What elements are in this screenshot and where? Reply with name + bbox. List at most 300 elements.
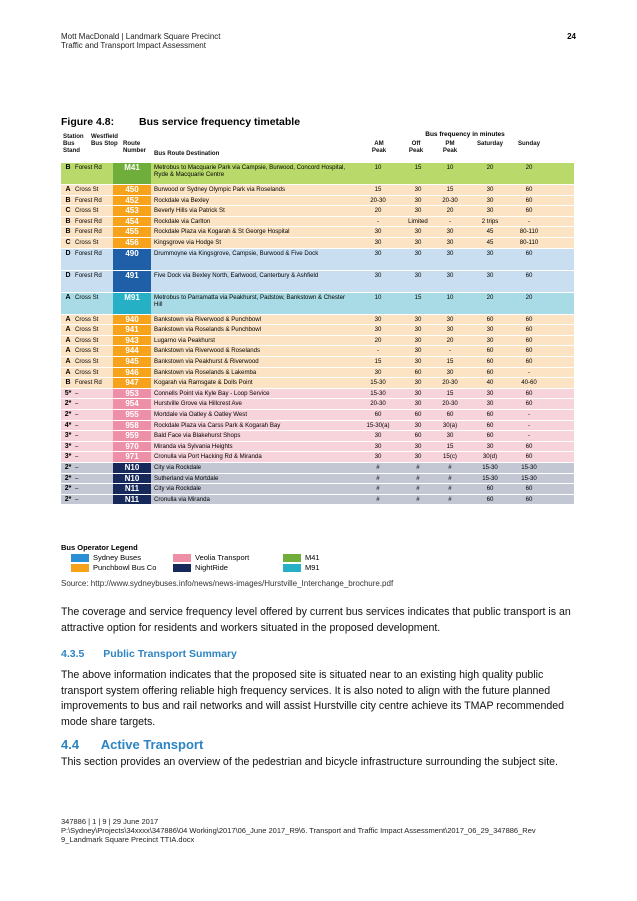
pm-peak-cell: 30 bbox=[446, 271, 454, 279]
am-peak-cell: 30 bbox=[374, 326, 382, 334]
off-peak-cell: 15 bbox=[414, 293, 422, 301]
bus-operator-legend bbox=[61, 543, 361, 577]
route-number-cell: 970 bbox=[113, 442, 151, 452]
header-sunday: Sunday bbox=[517, 140, 540, 147]
route-number-cell: 946 bbox=[113, 368, 151, 378]
table-row bbox=[61, 484, 574, 495]
section-heading-4-3-5 bbox=[61, 648, 237, 660]
legend-label-veolia: Veolia Transport bbox=[195, 553, 250, 562]
pm-peak-cell: 15(c) bbox=[443, 453, 457, 461]
off-peak-cell: # bbox=[416, 485, 420, 493]
route-number-cell: N11 bbox=[113, 484, 151, 494]
sunday-cell: 60 bbox=[525, 326, 533, 334]
pm-peak-cell: 20 bbox=[446, 207, 454, 215]
bus-stop-cell: – bbox=[75, 411, 79, 418]
table-row bbox=[61, 421, 574, 432]
am-peak-cell: - bbox=[376, 217, 380, 225]
legend-label-nightride: NightRide bbox=[195, 563, 228, 572]
table-row bbox=[61, 399, 574, 410]
off-peak-cell: # bbox=[416, 495, 420, 503]
sunday-cell: 20 bbox=[525, 164, 533, 171]
off-peak-cell: 30 bbox=[414, 228, 422, 236]
route-number-cell: 971 bbox=[113, 452, 151, 462]
route-destination-cell: Bankstown via Roselands & Punchbowl bbox=[154, 326, 262, 334]
saturday-cell: 45 bbox=[486, 239, 494, 246]
am-peak-cell: 30 bbox=[374, 228, 382, 236]
saturday-cell: 45 bbox=[486, 228, 494, 236]
bus-stand-cell: D bbox=[65, 271, 71, 279]
legend-title: Bus Operator Legend bbox=[61, 543, 138, 552]
sunday-cell: - bbox=[527, 432, 531, 440]
pm-peak-cell: 15 bbox=[446, 186, 454, 193]
route-number-cell: N11 bbox=[113, 495, 151, 505]
saturday-cell: 30 bbox=[486, 186, 494, 193]
legend-label-sydney-buses: Sydney Buses bbox=[93, 553, 141, 562]
route-number-cell: 940 bbox=[113, 315, 151, 325]
page-number: 24 bbox=[567, 32, 576, 41]
bus-stop-cell: – bbox=[75, 421, 79, 429]
bus-stop-cell: Cross St bbox=[75, 368, 99, 376]
off-peak-cell: 60 bbox=[414, 368, 422, 376]
bus-stand-cell: C bbox=[65, 207, 71, 215]
page-footer bbox=[61, 817, 561, 844]
route-number-cell: 490 bbox=[113, 249, 151, 270]
route-number-cell: N10 bbox=[113, 474, 151, 484]
table-row bbox=[61, 293, 574, 315]
saturday-cell: 30 bbox=[486, 336, 494, 344]
saturday-cell: 30 bbox=[486, 326, 494, 334]
saturday-cell: 30 bbox=[486, 389, 494, 397]
legend-swatch-nightride bbox=[173, 564, 191, 572]
table-row bbox=[61, 474, 574, 485]
saturday-cell: 30(d) bbox=[482, 453, 498, 461]
legend-swatch-punchbowl bbox=[71, 564, 89, 572]
table-row bbox=[61, 346, 574, 357]
sunday-cell: - bbox=[527, 421, 531, 429]
am-peak-cell: - bbox=[376, 347, 380, 355]
am-peak-cell: 30 bbox=[374, 271, 382, 279]
route-destination-cell: Lugarno via Peakhurst bbox=[154, 336, 215, 344]
bus-stop-cell: – bbox=[75, 442, 79, 450]
route-destination-cell: Bankstown via Peakhurst & Riverwood bbox=[154, 358, 259, 365]
route-number-cell: 959 bbox=[113, 431, 151, 441]
off-peak-cell: 30 bbox=[414, 239, 422, 246]
bus-stand-cell: A bbox=[65, 368, 71, 376]
sunday-cell: 60 bbox=[525, 196, 533, 204]
bus-stand-cell: B bbox=[65, 217, 71, 225]
route-destination-cell: Cronulla via Port Hacking Rd & Miranda bbox=[154, 453, 262, 461]
table-row bbox=[61, 431, 574, 442]
route-number-cell: 958 bbox=[113, 421, 151, 431]
am-peak-cell: # bbox=[376, 464, 380, 471]
pm-peak-cell: # bbox=[448, 495, 452, 503]
paragraph-summary: The above information indicates that the proposed site is situated near to an existing high quality public transport system offering reliable high frequency services. It is also noted to align with the future planned improvements to bus and rail networks and will assist Hurstville city centre achieve its TMAP recommended mode share targets. bbox=[61, 669, 565, 728]
route-number-cell: 945 bbox=[113, 357, 151, 367]
table-row bbox=[61, 249, 574, 271]
saturday-cell: 30 bbox=[486, 271, 494, 279]
route-number-cell: 944 bbox=[113, 346, 151, 356]
route-destination-cell: Kogarah via Ramsgate & Dolls Point bbox=[154, 379, 253, 387]
bus-stand-cell: 2* bbox=[64, 411, 72, 418]
pm-peak-cell: 30 bbox=[446, 432, 454, 440]
sunday-cell: 60 bbox=[525, 389, 533, 397]
bus-stand-cell: 2* bbox=[64, 464, 72, 471]
table-row bbox=[61, 315, 574, 326]
bus-stand-cell: A bbox=[65, 293, 71, 301]
pm-peak-cell: 20 bbox=[446, 336, 454, 344]
pm-peak-cell: # bbox=[448, 464, 452, 471]
saturday-cell: 60 bbox=[486, 485, 494, 493]
saturday-cell: 15-30 bbox=[482, 474, 498, 482]
bus-stand-cell: D bbox=[65, 249, 71, 257]
off-peak-cell: 15 bbox=[414, 164, 422, 171]
sunday-cell: 60 bbox=[525, 207, 533, 215]
am-peak-cell: 15 bbox=[374, 358, 382, 365]
off-peak-cell: 30 bbox=[414, 400, 422, 408]
am-peak-cell: 20-30 bbox=[370, 196, 386, 204]
off-peak-cell: 30 bbox=[414, 347, 422, 355]
route-destination-cell: Mortdale via Oatley & Oatley West bbox=[154, 411, 248, 418]
sunday-cell: 60 bbox=[525, 358, 533, 365]
table-row bbox=[61, 325, 574, 336]
section-number: 4.3.5 bbox=[61, 648, 85, 660]
bus-stop-cell: Forest Rd bbox=[75, 164, 102, 171]
pm-peak-cell: 20-30 bbox=[442, 379, 458, 387]
bus-stand-cell: 3* bbox=[64, 453, 72, 461]
saturday-cell: 30 bbox=[486, 249, 494, 257]
pm-peak-cell: 10 bbox=[446, 293, 454, 301]
sunday-cell: 15-30 bbox=[521, 464, 537, 471]
route-number-cell: 943 bbox=[113, 336, 151, 346]
sunday-cell: 80-110 bbox=[519, 239, 539, 246]
table-row bbox=[61, 357, 574, 368]
bus-stop-cell: Cross St bbox=[75, 239, 99, 246]
route-destination-cell: Metrobus to Macquarie Park via Campsie, Burwood, Concord Hospital, Ryde & Macquarie Centre bbox=[154, 164, 346, 178]
sunday-cell: 40-60 bbox=[521, 379, 537, 387]
sunday-cell: - bbox=[527, 411, 531, 418]
bus-stand-cell: C bbox=[65, 239, 71, 246]
table-row bbox=[61, 452, 574, 463]
route-number-cell: 955 bbox=[113, 410, 151, 420]
saturday-cell: 15-30 bbox=[482, 464, 498, 471]
bus-stand-cell: 5* bbox=[64, 389, 72, 397]
section-heading-4-4 bbox=[61, 737, 203, 752]
bus-stop-cell: Cross St bbox=[75, 207, 99, 215]
pm-peak-cell: # bbox=[448, 474, 452, 482]
off-peak-cell: 30 bbox=[414, 358, 422, 365]
table-row bbox=[61, 368, 574, 379]
table-header bbox=[61, 131, 574, 161]
off-peak-cell: # bbox=[416, 474, 420, 482]
am-peak-cell: 20-30 bbox=[370, 400, 386, 408]
header-line-1: Mott MacDonald | Landmark Square Precinct bbox=[61, 32, 221, 41]
table-row bbox=[61, 271, 574, 293]
pm-peak-cell: 10 bbox=[446, 164, 454, 171]
header-line-2: Traffic and Transport Impact Assessment bbox=[61, 41, 206, 50]
bus-stand-cell: A bbox=[65, 358, 71, 365]
bus-stand-cell: 4* bbox=[64, 421, 72, 429]
pm-peak-cell: 30(a) bbox=[442, 421, 458, 429]
am-peak-cell: 10 bbox=[374, 293, 382, 301]
bus-stop-cell: Forest Rd bbox=[75, 217, 102, 225]
bus-stop-cell: – bbox=[75, 485, 79, 493]
bus-stand-cell: A bbox=[65, 186, 71, 193]
route-destination-cell: Beverly Hills via Patrick St bbox=[154, 207, 225, 215]
saturday-cell: 20 bbox=[486, 293, 494, 301]
table-row bbox=[61, 463, 574, 474]
figure-label: Figure 4.8: bbox=[61, 116, 115, 128]
legend-label-m91: M91 bbox=[305, 563, 320, 572]
sunday-cell: - bbox=[527, 217, 531, 225]
am-peak-cell: 30 bbox=[374, 432, 382, 440]
pm-peak-cell: 30 bbox=[446, 368, 454, 376]
bus-stop-cell: Cross St bbox=[75, 293, 99, 301]
bus-stand-cell: A bbox=[65, 336, 71, 344]
bus-stand-cell: B bbox=[65, 196, 71, 204]
table-row bbox=[61, 238, 574, 249]
header-group: Bus frequency in minutes bbox=[425, 131, 505, 138]
off-peak-cell: 30 bbox=[414, 186, 422, 193]
bus-stand-cell: 2* bbox=[64, 474, 72, 482]
sunday-cell: 60 bbox=[525, 315, 533, 323]
route-number-cell: 453 bbox=[113, 206, 151, 216]
bus-stop-cell: – bbox=[75, 453, 79, 461]
bus-stop-cell: – bbox=[75, 495, 79, 503]
route-destination-cell: Bald Face via Blakehurst Shops bbox=[154, 432, 241, 440]
am-peak-cell: 30 bbox=[374, 368, 382, 376]
legend-swatch-m41 bbox=[283, 554, 301, 562]
off-peak-cell: 30 bbox=[414, 336, 422, 344]
route-number-cell: 456 bbox=[113, 238, 151, 248]
pm-peak-cell: - bbox=[448, 217, 452, 225]
bus-stop-cell: Cross St bbox=[75, 358, 99, 365]
route-destination-cell: Rockdale Plaza via Carss Park & Kogarah Bay bbox=[154, 421, 281, 429]
route-number-cell: M41 bbox=[113, 163, 151, 184]
am-peak-cell: # bbox=[376, 495, 380, 503]
bus-stop-cell: – bbox=[75, 389, 79, 397]
sunday-cell: 60 bbox=[525, 485, 533, 493]
route-number-cell: M91 bbox=[113, 293, 151, 314]
pm-peak-cell: 15 bbox=[446, 442, 454, 450]
off-peak-cell: # bbox=[416, 464, 420, 471]
bus-stand-cell: 2* bbox=[64, 495, 72, 503]
off-peak-cell: 30 bbox=[414, 379, 422, 387]
route-number-cell: 450 bbox=[113, 185, 151, 195]
bus-stop-cell: Cross St bbox=[75, 347, 99, 355]
bus-stand-cell: 2* bbox=[64, 485, 72, 493]
route-number-cell: 953 bbox=[113, 389, 151, 399]
table-row bbox=[61, 495, 574, 506]
pm-peak-cell: 30 bbox=[446, 249, 454, 257]
table-row bbox=[61, 206, 574, 217]
sunday-cell: 60 bbox=[525, 347, 533, 355]
legend-swatch-sydney-buses bbox=[71, 554, 89, 562]
route-destination-cell: Burwood or Sydney Olympic Park via Roselands bbox=[154, 186, 286, 193]
footer-line-1: 347886 | 1 | 9 | 29 June 2017 bbox=[61, 817, 159, 826]
pm-peak-cell: - bbox=[448, 347, 452, 355]
section-title: Active Transport bbox=[100, 737, 204, 752]
am-peak-cell: 10 bbox=[374, 164, 382, 171]
am-peak-cell: 30 bbox=[374, 442, 382, 450]
legend-swatch-m91 bbox=[283, 564, 301, 572]
bus-stop-cell: Forest Rd bbox=[75, 249, 102, 257]
bus-stop-cell: Forest Rd bbox=[75, 196, 102, 204]
bus-stop-cell: – bbox=[75, 400, 79, 408]
section-title: Public Transport Summary bbox=[103, 648, 237, 660]
saturday-cell: 60 bbox=[486, 411, 494, 418]
bus-stop-cell: Forest Rd bbox=[75, 271, 102, 279]
route-destination-cell: Drummoyne via Kingsgrove, Campsie, Burwood & Five Dock bbox=[154, 249, 319, 257]
route-destination-cell: Metrobus to Parramatta via Peakhurst, Padstow, Bankstown & Chester Hill bbox=[154, 293, 346, 308]
header-stand: Station Bus Stand bbox=[63, 133, 84, 154]
bus-stop-cell: – bbox=[75, 432, 79, 440]
saturday-cell: 20 bbox=[486, 164, 494, 171]
header-stop: Westfield Bus Stop bbox=[91, 133, 118, 147]
table-row bbox=[61, 227, 574, 238]
table-row bbox=[61, 442, 574, 453]
table-row bbox=[61, 336, 574, 347]
bus-stop-cell: Cross St bbox=[75, 186, 99, 193]
bus-stand-cell: B bbox=[65, 164, 71, 171]
sunday-cell: 60 bbox=[525, 453, 533, 461]
am-peak-cell: # bbox=[376, 474, 380, 482]
saturday-cell: 60 bbox=[486, 432, 494, 440]
paragraph-active-transport: This section provides an overview of the pedestrian and bicycle infrastructure surrounding the subject site. bbox=[61, 756, 558, 768]
header-am: AM Peak bbox=[371, 140, 387, 154]
bus-stand-cell: A bbox=[65, 347, 71, 355]
off-peak-cell: 30 bbox=[414, 249, 422, 257]
sunday-cell: 60 bbox=[525, 442, 533, 450]
route-destination-cell: Rockdale via Carlton bbox=[154, 217, 211, 225]
saturday-cell: 60 bbox=[486, 495, 494, 503]
sunday-cell: - bbox=[527, 368, 531, 376]
off-peak-cell: 30 bbox=[414, 207, 422, 215]
am-peak-cell: 60 bbox=[374, 411, 382, 418]
figure-title: Bus service frequency timetable bbox=[139, 116, 301, 128]
off-peak-cell: 30 bbox=[414, 421, 422, 429]
bus-stop-cell: Cross St bbox=[75, 315, 99, 323]
saturday-cell: 60 bbox=[486, 368, 494, 376]
saturday-cell: 60 bbox=[486, 347, 494, 355]
header-dest: Bus Route Destination bbox=[154, 150, 220, 157]
off-peak-cell: Limited bbox=[408, 217, 428, 225]
saturday-cell: 60 bbox=[486, 358, 494, 365]
off-peak-cell: 60 bbox=[414, 432, 422, 440]
bus-stand-cell: 3* bbox=[64, 442, 72, 450]
route-number-cell: 454 bbox=[113, 217, 151, 227]
am-peak-cell: 30 bbox=[374, 239, 382, 246]
off-peak-cell: 30 bbox=[414, 271, 422, 279]
route-destination-cell: Cronulla via Miranda bbox=[154, 495, 210, 503]
route-destination-cell: Bankstown via Roselands & Lakemba bbox=[154, 368, 257, 376]
saturday-cell: 30 bbox=[486, 400, 494, 408]
sunday-cell: 20 bbox=[525, 293, 533, 301]
saturday-cell: 60 bbox=[486, 315, 494, 323]
bus-stand-cell: 2* bbox=[64, 400, 72, 408]
pm-peak-cell: # bbox=[448, 485, 452, 493]
route-destination-cell: City via Rockdale bbox=[154, 485, 202, 493]
pm-peak-cell: 15 bbox=[446, 389, 454, 397]
route-number-cell: N10 bbox=[113, 463, 151, 473]
off-peak-cell: 30 bbox=[414, 326, 422, 334]
route-destination-cell: Rockdale Plaza via Kogarah & St George Hospital bbox=[154, 228, 290, 236]
route-number-cell: 455 bbox=[113, 227, 151, 237]
saturday-cell: 30 bbox=[486, 207, 494, 215]
bus-stand-cell: A bbox=[65, 326, 71, 334]
bus-stop-cell: Cross St bbox=[75, 326, 99, 334]
saturday-cell: 30 bbox=[486, 196, 494, 204]
route-number-cell: 941 bbox=[113, 325, 151, 335]
route-number-cell: 954 bbox=[113, 399, 151, 409]
am-peak-cell: 15-30 bbox=[370, 389, 386, 397]
figure-caption bbox=[61, 116, 301, 128]
am-peak-cell: 20 bbox=[374, 336, 382, 344]
route-destination-cell: Bankstown via Riverwood & Roselands bbox=[154, 347, 261, 355]
table-row bbox=[61, 196, 574, 207]
table-row bbox=[61, 378, 574, 389]
pm-peak-cell: 30 bbox=[446, 326, 454, 334]
route-destination-cell: Miranda via Sylvania Heights bbox=[154, 442, 233, 450]
pm-peak-cell: 60 bbox=[446, 411, 454, 418]
table-row bbox=[61, 410, 574, 421]
bus-stop-cell: – bbox=[75, 464, 79, 471]
section-number: 4.4 bbox=[61, 737, 80, 752]
am-peak-cell: # bbox=[376, 485, 380, 493]
sunday-cell: 60 bbox=[525, 271, 533, 279]
route-destination-cell: Kingsgrove via Hodge St bbox=[154, 239, 222, 246]
bus-stop-cell: Forest Rd bbox=[75, 379, 102, 387]
route-number-cell: 452 bbox=[113, 196, 151, 206]
header-off: Off Peak bbox=[408, 140, 424, 154]
header-pm: PM Peak bbox=[442, 140, 458, 154]
route-destination-cell: City via Rockdale bbox=[154, 464, 202, 471]
sunday-cell: 60 bbox=[525, 495, 533, 503]
off-peak-cell: 30 bbox=[414, 315, 422, 323]
saturday-cell: 40 bbox=[486, 379, 494, 387]
off-peak-cell: 30 bbox=[414, 442, 422, 450]
bus-stop-cell: Cross St bbox=[75, 336, 99, 344]
saturday-cell: 60 bbox=[486, 421, 494, 429]
am-peak-cell: 30 bbox=[374, 453, 382, 461]
paragraph-coverage: The coverage and service frequency level offered by current bus services indicates that public transport is an attractive option for residents and workers situated in the proposed development. bbox=[61, 606, 571, 634]
legend-label-m41: M41 bbox=[305, 553, 320, 562]
am-peak-cell: 15-30(a) bbox=[366, 421, 390, 429]
am-peak-cell: 30 bbox=[374, 249, 382, 257]
bus-stop-cell: – bbox=[75, 474, 79, 482]
route-destination-cell: Bankstown via Riverwood & Punchbowl bbox=[154, 315, 262, 323]
pm-peak-cell: 20-30 bbox=[442, 400, 458, 408]
footer-line-2: P:\Sydney\Projects\34xxxx\347886\04 Working\2017\06_June 2017_R9\6. Transport and Traffic Impact Assessment\2017_06_29_347886_Rev 9_Landmark Square Precinct TTIA.docx bbox=[61, 826, 536, 844]
table-row bbox=[61, 163, 574, 185]
pm-peak-cell: 30 bbox=[446, 315, 454, 323]
route-number-cell: 491 bbox=[113, 271, 151, 292]
route-destination-cell: Hurstville Grove via Hillcrest Ave bbox=[154, 400, 242, 408]
sunday-cell: 15-30 bbox=[521, 474, 537, 482]
table-row bbox=[61, 217, 574, 228]
route-destination-cell: Sutherland via Mortdale bbox=[154, 474, 219, 482]
pm-peak-cell: 30 bbox=[446, 228, 454, 236]
figure-source: Source: http://www.sydneybuses.info/news/news-images/Hurstville_Interchange_brochure.pdf bbox=[61, 579, 394, 588]
header-route: Route Number bbox=[123, 140, 147, 154]
pm-peak-cell: 20-30 bbox=[442, 196, 458, 204]
am-peak-cell: 15-30 bbox=[370, 379, 386, 387]
sunday-cell: 60 bbox=[525, 400, 533, 408]
saturday-cell: 30 bbox=[486, 442, 494, 450]
bus-frequency-table bbox=[61, 131, 574, 539]
bus-stand-cell: B bbox=[65, 379, 71, 387]
am-peak-cell: 30 bbox=[374, 315, 382, 323]
bus-stand-cell: A bbox=[65, 315, 71, 323]
